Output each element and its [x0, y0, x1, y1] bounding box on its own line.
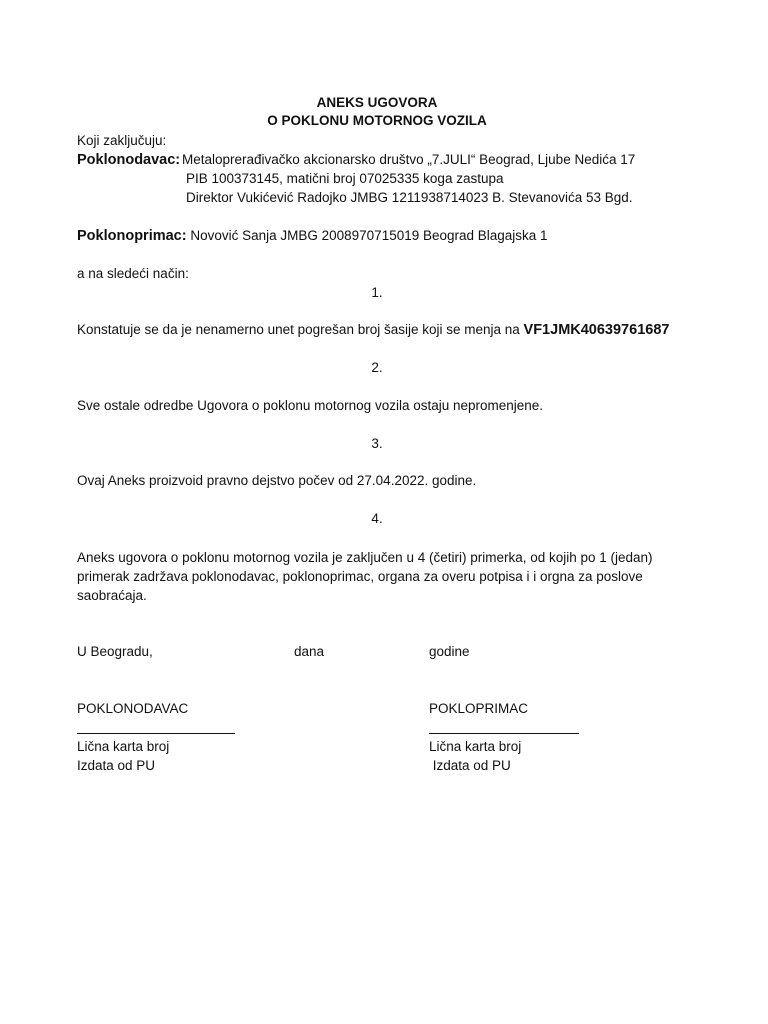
manner-text: a na sledeći način:: [77, 266, 189, 281]
donor-line-2: PIB 100373145, matični broj 07025335 koga zastupa: [186, 171, 504, 186]
date-godine-label: godine: [429, 644, 470, 659]
intro-text: Koji zaključuju:: [77, 133, 167, 148]
donor-line-1: Metaloprerađivačko akcionarsko društvo „7.JULI“ Beograd, Ljube Nedića 17: [182, 152, 636, 167]
article-4-number: 4.: [371, 511, 383, 526]
article-3-text: Ovaj Aneks proizvoid pravno dejstvo počev od 27.04.2022. godine.: [77, 473, 477, 488]
donor-id-card-label: Lična karta broj: [77, 739, 170, 754]
article-4-text: Aneks ugovora o poklonu motornog vozila je zaključen u 4 (četiri) primerka, od kojih po 1 (jedan) primerak zadržava poklonodavac, poklonoprimac, organa za overu potpisa i i orgna za poslove saobraćaja.: [77, 550, 653, 603]
article-2-text: Sve ostale odredbe Ugovora o poklonu motornog vozila ostaju nepromenjene.: [77, 398, 544, 413]
donor-signature-title: POKLONODAVAC: [77, 701, 189, 716]
recipient-id-card-label: Lična karta broj: [429, 739, 522, 754]
recipient-details: Novović Sanja JMBG 2008970715019 Beograd Blagajska 1: [186, 228, 548, 243]
article-1-text: [77, 321, 669, 339]
recipient-label: Poklonoprimac:: [77, 228, 187, 244]
recipient-issued-label: Izdata od PU: [429, 758, 511, 773]
donor-line-3: Direktor Vukićević Radojko JMBG 1211938714023 B. Stevanovića 53 Bgd.: [186, 190, 633, 205]
donor-issued-label: Izdata od PU: [77, 758, 156, 773]
article-3-number: 3.: [371, 436, 383, 451]
recipient-signature-title: POKLOPRIMAC: [429, 701, 529, 716]
recipient-row: [77, 227, 548, 245]
donor-signature-line: [77, 733, 235, 734]
place-label: U Beogradu,: [77, 644, 153, 659]
article-1-number: 1.: [371, 285, 383, 300]
article-2-number: 2.: [371, 360, 383, 375]
document-title: ANEKS UGOVORA: [316, 95, 438, 110]
recipient-signature-line: [429, 733, 579, 734]
donor-label: Poklonodavac:: [77, 152, 181, 168]
chassis-number: VF1JMK40639761687: [523, 322, 670, 338]
document-subtitle: O POKLONU MOTORNOG VOZILA: [267, 113, 487, 128]
article-1-body: Konstatuje se da je nenamerno unet pogrešan broj šasije koji se menja na: [77, 322, 524, 337]
date-dana-label: dana: [294, 644, 325, 659]
